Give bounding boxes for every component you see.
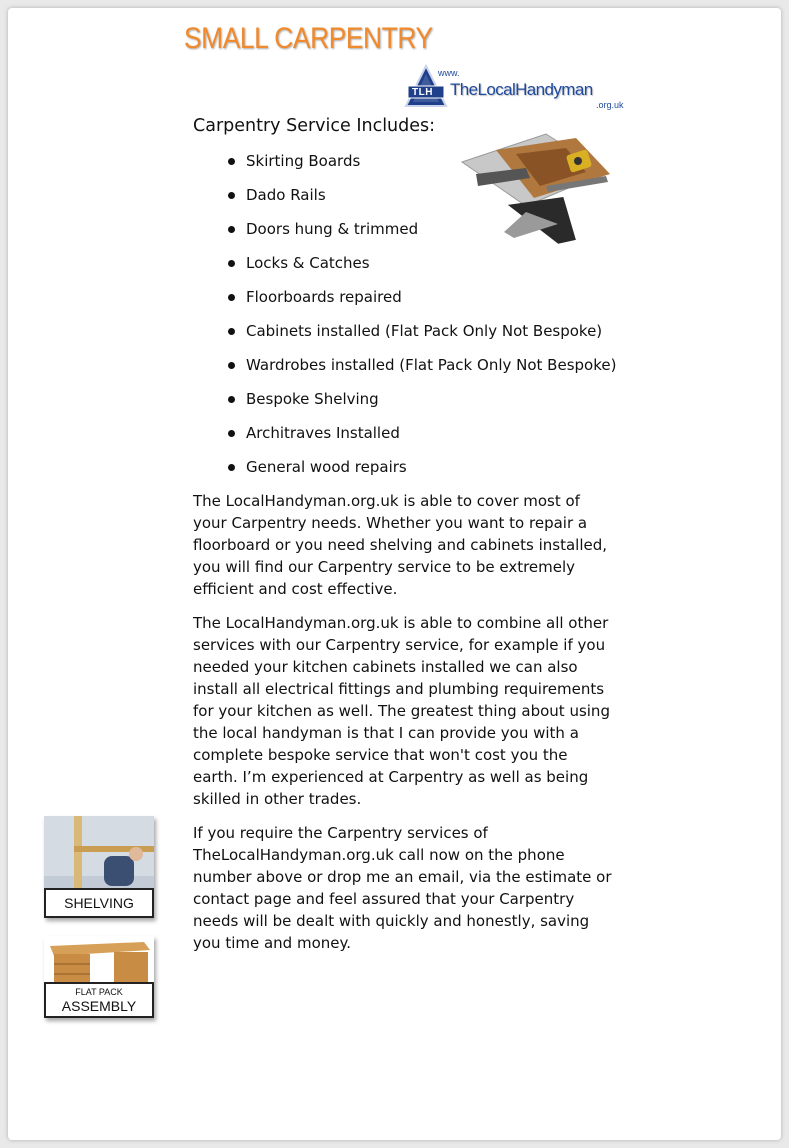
- intro-paragraph: The LocalHandyman.org.uk is able to cover most of your Carpentry needs. Whether you want to repair a floorboard or you need shelving and cabinets installed, you will find our Carpentry service to be extremely efficient and cost effective.: [193, 492, 608, 598]
- list-item: Dado Rails: [226, 184, 616, 218]
- shelving-link[interactable]: [44, 816, 154, 918]
- list-item: Floorboards repaired: [226, 286, 616, 320]
- site-logo[interactable]: [404, 58, 634, 114]
- list-item: General wood repairs: [226, 456, 616, 490]
- list-item: Doors hung & trimmed: [226, 218, 616, 252]
- combined-services-paragraph: The LocalHandyman.org.uk is able to combine all other services with our Carpentry service, for example if you needed your kitchen cabinets installed we can also install all electrical fittings and plumbing requirements for your kitchen as well. The greatest thing about using the local handyman is that I can provide you with a complete bespoke service that won't cost you the earth. I’m experienced at Carpentry as well as being skilled in other trades.: [193, 614, 610, 808]
- list-item: Locks & Catches: [226, 252, 616, 286]
- list-item: Skirting Boards: [226, 150, 616, 184]
- page-title: SMALL CARPENTRY: [184, 22, 433, 55]
- page: [8, 8, 781, 1140]
- list-item: Bespoke Shelving: [226, 388, 616, 422]
- flat-pack-label-big: ASSEMBLY: [61, 998, 137, 1014]
- list-item: Architraves Installed: [226, 422, 616, 456]
- logo-name: TheLocalHandyman: [450, 80, 593, 99]
- logo-tld: .org.uk: [596, 100, 624, 110]
- list-item: Wardrobes installed (Flat Pack Only Not Bespoke): [226, 354, 616, 388]
- logo-www: www.: [438, 68, 460, 78]
- flat-pack-assembly-link[interactable]: [44, 936, 154, 1018]
- flat-pack-label-small: FLAT PACK: [75, 987, 123, 997]
- shelving-label: SHELVING: [44, 888, 154, 918]
- services-heading: Carpentry Service Includes:: [193, 116, 436, 136]
- logo-mark: TLH: [412, 87, 433, 98]
- flat-pack-label: [44, 982, 154, 1018]
- list-item: Cabinets installed (Flat Pack Only Not Bespoke): [226, 320, 616, 354]
- services-list: [226, 150, 616, 490]
- contact-paragraph: If you require the Carpentry services of TheLocalHandyman.org.uk call now on the phone number above or drop me an email, via the estimate or contact page and feel assured that your Carpentry needs will be dealt with quickly and honestly, saving you time and money.: [193, 824, 612, 952]
